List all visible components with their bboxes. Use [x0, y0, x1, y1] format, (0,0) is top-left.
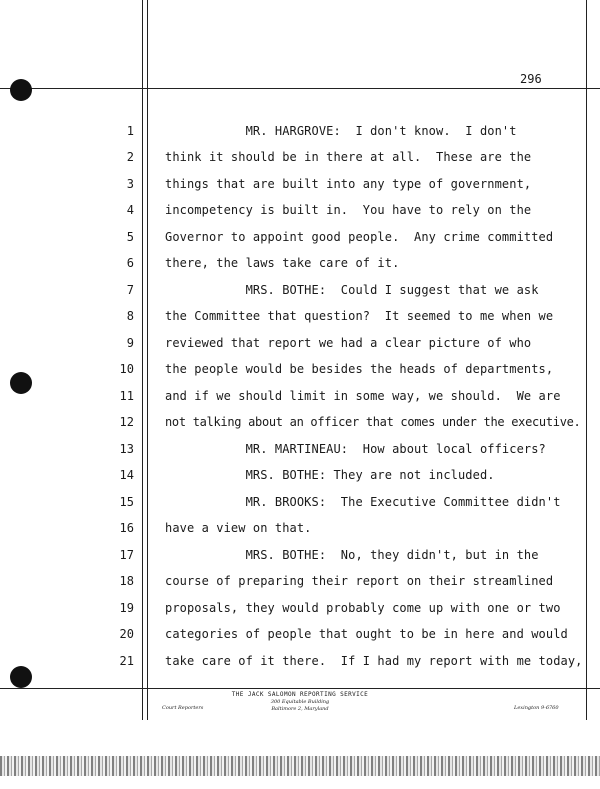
- line-number: 10: [119, 362, 134, 376]
- line-number: 13: [119, 442, 134, 456]
- page-number: 296: [520, 72, 542, 86]
- line-text: reviewed that report we had a clear picture of who: [165, 336, 532, 350]
- hole-punch-bottom: [10, 666, 32, 688]
- reporting-service-address-2: Baltimore 2, Maryland: [271, 706, 329, 712]
- line-text: course of preparing their report on their streamlined: [165, 574, 554, 588]
- line-number: 20: [119, 627, 134, 641]
- line-text: there, the laws take care of it.: [165, 256, 400, 270]
- line-text: and if we should limit in some way, we should. We are: [165, 389, 561, 403]
- line-text: the Committee that question? It seemed to me when we: [165, 309, 554, 323]
- line-number: 5: [126, 230, 134, 244]
- footer-rule: [0, 688, 600, 689]
- reporting-service-address-1: 300 Equitable Building: [270, 699, 330, 705]
- line-text: MR. BROOKS: The Executive Committee didn't: [165, 495, 561, 509]
- line-number: 18: [119, 574, 134, 588]
- line-text: things that are built into any type of government,: [165, 177, 532, 191]
- line-text: MRS. BOTHE: They are not included.: [165, 468, 495, 482]
- line-text: MRS. BOTHE: No, they didn't, but in the: [165, 548, 539, 562]
- left-margin-rule: [142, 0, 143, 720]
- hole-punch-top: [10, 79, 32, 101]
- line-text: proposals, they would probably come up with one or two: [165, 601, 561, 615]
- footer-left-label: Court Reporters: [162, 705, 204, 711]
- line-number: 1: [126, 124, 134, 138]
- line-text: the people would be besides the heads of departments,: [165, 362, 554, 376]
- line-number: 3: [126, 177, 134, 191]
- line-text: MR. HARGROVE: I don't know. I don't: [165, 124, 517, 138]
- line-number: 11: [119, 389, 134, 403]
- line-number: 14: [119, 468, 134, 482]
- line-number: 17: [119, 548, 134, 562]
- line-number: 15: [119, 495, 134, 509]
- line-number: 19: [119, 601, 134, 615]
- header-rule: [0, 88, 600, 89]
- hole-punch-middle: [10, 372, 32, 394]
- line-number: 6: [126, 256, 134, 270]
- line-number: 9: [126, 336, 134, 350]
- right-margin-rule: [586, 0, 587, 720]
- line-number: 7: [126, 283, 134, 297]
- line-text: not talking about an officer that comes under the executive.: [165, 415, 581, 429]
- scan-noise-strip: [0, 756, 600, 776]
- left-margin-rule-inner: [147, 0, 148, 720]
- line-text: have a view on that.: [165, 521, 312, 535]
- line-number: 12: [119, 415, 134, 429]
- line-text: categories of people that ought to be in here and would: [165, 627, 568, 641]
- line-text: Governor to appoint good people. Any crime committed: [165, 230, 554, 244]
- line-number: 16: [119, 521, 134, 535]
- line-number: 21: [119, 654, 134, 668]
- line-number: 4: [126, 203, 134, 217]
- line-number: 8: [126, 309, 134, 323]
- line-text: MRS. BOTHE: Could I suggest that we ask: [165, 283, 539, 297]
- reporting-service-name: THE JACK SALOMON REPORTING SERVICE: [231, 691, 369, 698]
- line-text: think it should be in there at all. These are the: [165, 150, 532, 164]
- footer-phone: Lexington 9-6760: [514, 705, 559, 711]
- line-text: take care of it there. If I had my report with me today,: [165, 654, 583, 668]
- line-text: MR. MARTINEAU: How about local officers?: [165, 442, 546, 456]
- line-text: incompetency is built in. You have to rely on the: [165, 203, 532, 217]
- line-number: 2: [126, 150, 134, 164]
